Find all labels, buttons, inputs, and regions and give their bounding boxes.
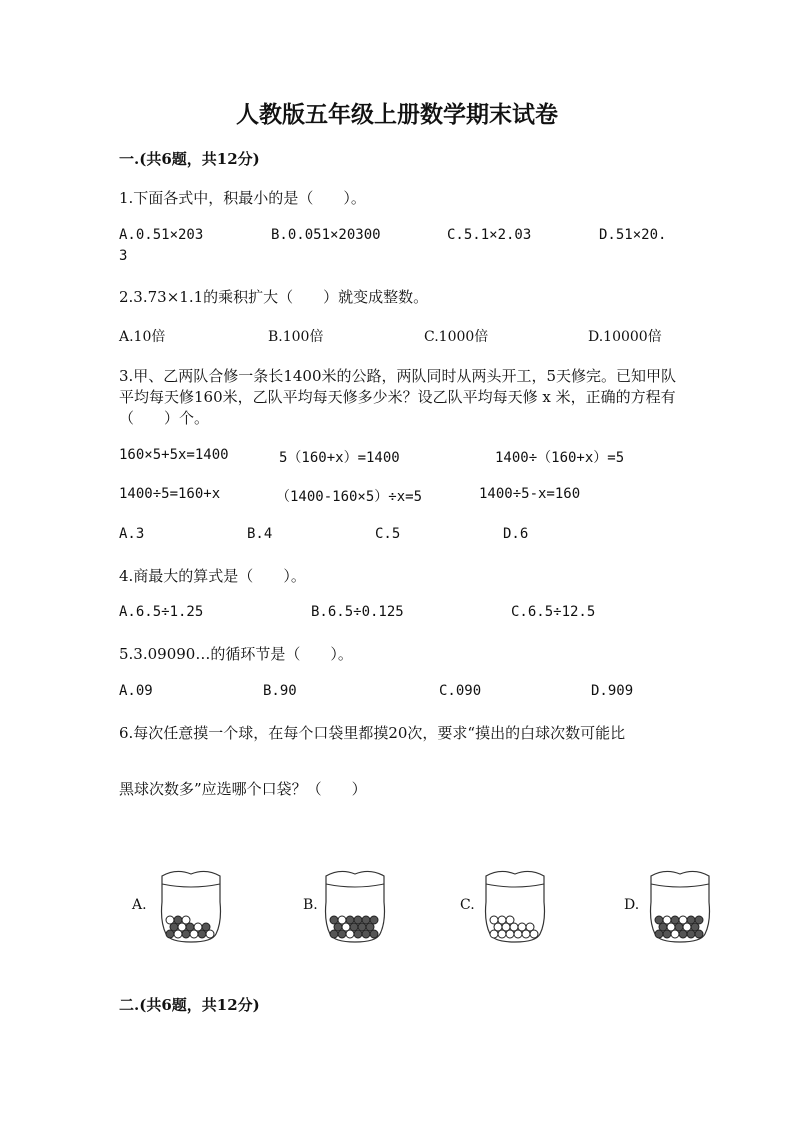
question-5-option-a: A.09 [119,683,153,699]
white-ball [194,923,202,931]
question-2-option-a: A.10倍 [119,329,166,345]
black-ball [655,916,663,924]
question-1-option-d-wrap: 3 [119,248,128,264]
bag-c-icon [480,866,550,944]
black-ball [362,916,370,924]
black-ball [330,916,338,924]
question-1-stem: 1.下面各式中，积最小的是（ ）。 [119,189,366,207]
question-5-option-c: C.090 [439,683,482,699]
question-3-equation-5: （1400-160×5）÷x=5 [276,489,423,505]
bag-label-c: C. [460,897,475,913]
bag-label-a: A. [132,897,147,913]
bag-label-d: D. [624,897,640,913]
white-ball [506,916,514,924]
question-3-option-c: C.5 [375,526,401,542]
black-ball [346,916,354,924]
black-ball [354,916,362,924]
section-heading-2: 二.(共6题，共12分) [119,996,260,1014]
white-ball [338,916,346,924]
question-6-stem-line-1: 6.每次任意摸一个球，在每个口袋里都摸20次，要求“摸出的白球次数可能比 [119,724,626,742]
question-5-option-b: B.90 [263,683,297,699]
question-3-equation-4: 1400÷5=160+x [119,486,221,502]
bag-rim [486,884,544,887]
white-ball [518,923,526,931]
black-ball [202,923,210,931]
question-4-option-c: C.6.5÷12.5 [511,604,596,620]
bag-rim [162,884,220,887]
question-2-stem: 2.3.73×1.1的乘积扩大（ ）就变成整数。 [119,288,429,306]
question-3-equation-6: 1400÷5-x=160 [479,486,581,502]
question-4-option-b: B.6.5÷0.125 [311,604,404,620]
bag-b-icon [320,866,390,944]
question-1-option-c: C.5.1×2.03 [447,227,532,243]
black-ball [695,916,703,924]
question-3-equation-1: 160×5+5x=1400 [119,447,229,463]
question-3-option-d: D.6 [503,526,529,542]
page-title: 人教版五年级上册数学期末试卷 [236,101,558,128]
question-4-stem: 4.商最大的算式是（ ）。 [119,567,306,585]
question-2-option-c: C.1000倍 [424,329,489,345]
black-ball [174,916,182,924]
question-1-option-d: D.51×20. [599,227,667,243]
white-ball [182,916,190,924]
black-ball [687,916,695,924]
white-ball [498,916,506,924]
white-ball [663,916,671,924]
bag-rim [651,884,709,887]
white-ball [526,923,534,931]
question-6-stem-line-2: 黑球次数多”应选哪个口袋？（ ） [119,780,367,798]
question-4-option-a: A.6.5÷1.25 [119,604,204,620]
question-3-option-a: A.3 [119,526,145,542]
question-5-stem: 5.3.09090…的循环节是（ ）。 [119,645,353,663]
question-3-equation-3: 1400÷（160+x）=5 [495,450,625,466]
question-2-option-d: D.10000倍 [588,329,662,345]
bag-label-b: B. [303,897,318,913]
white-ball [679,916,687,924]
black-ball [671,916,679,924]
question-3-option-b: B.4 [247,526,273,542]
question-3-stem: 3.甲、乙两队合修一条长1400米的公路，两队同时从两头开工，5天修完。已知甲队平均每天修160米，乙队平均每天修多少米？设乙队平均每天修 x 米，正确的方程有（ ）个。 [119,367,677,427]
question-2-option-b: B.100倍 [268,329,324,345]
bag-a-icon [156,866,226,944]
section-heading-1: 一.(共6题，共12分) [119,150,260,168]
question-5-option-d: D.909 [591,683,634,699]
white-ball [490,916,498,924]
question-3-equation-2: 5（160+x）=1400 [279,450,400,466]
bag-d-icon [645,866,715,944]
white-ball [166,916,174,924]
question-1-option-b: B.0.051×20300 [271,227,381,243]
bag-rim [326,884,384,887]
question-1-option-a: A.0.51×203 [119,227,204,243]
black-ball [370,916,378,924]
